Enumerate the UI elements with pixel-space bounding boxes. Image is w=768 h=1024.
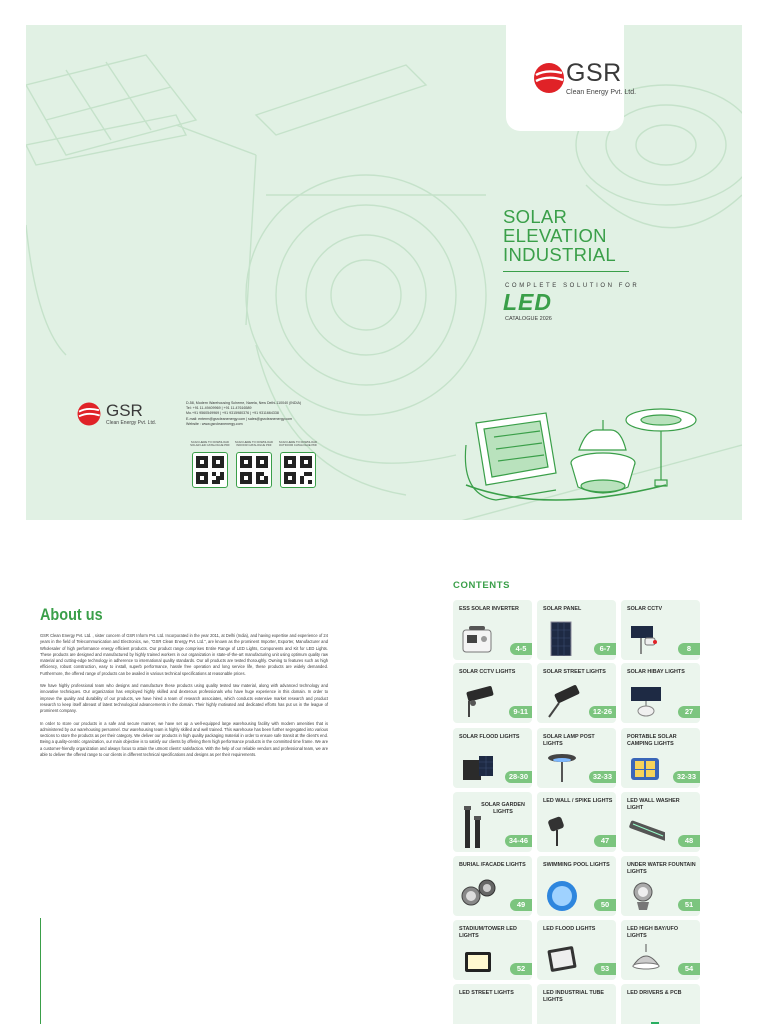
contents-item-pages: 12-26 xyxy=(589,706,616,718)
power-station-icon xyxy=(459,620,497,656)
contact-phone: Tel: +91 11-49409969 | +91 11-47616589 xyxy=(186,406,252,411)
catalogue-year: CATALOGUE 2026 xyxy=(505,316,552,322)
brand-subtitle: Clean Energy Pvt. Ltd. xyxy=(566,89,637,96)
contents-item-label: SOLAR LAMP POST LIGHTS xyxy=(543,734,595,747)
contents-item[interactable] xyxy=(621,984,700,1024)
led-wordmark: LED xyxy=(503,289,552,315)
wall-washer-icon xyxy=(627,812,665,848)
spike-light-icon xyxy=(543,812,581,848)
garden-light-icon xyxy=(463,804,501,848)
qr-indoor-catalogue[interactable] xyxy=(234,441,274,488)
about-paragraph-1: GSR Clean Energy Pvt. Ltd. , sister concern of GSR Inform Pvt. Ltd. Incorporated in the year 2011, at Delhi (India), and having expertise and experience of 24 years in the field of Telecommunication and Electronics, we, "GSR Clean Energy Pvt. Ltd.", are known as the prominent Importer, Exporter, Manufacturer and Wholesaler of high performance energy efficient products. Our product range comprises Entire Range of LED Lights, Components and Kit for LED Lights. These products are designed and manufactured by highly trained workers in our organization in state-of-the-art manufacturing unit using optimum quality raw material and cutting-edge technology in adherence to international quality standards. Our all products are tested thoroughly. Owning to features such as high efficiency, robust construction, easy to install, superb performance, hassle free operation and long service life, these products are widely demanded. Furthermore, the offered range of products can be availed in various technical specifications at reasonable prices. xyxy=(40,633,328,676)
contents-item-pages: 32-33 xyxy=(673,771,700,783)
contents-item-label: SOLAR GARDEN LIGHTS xyxy=(481,802,525,815)
contents-item[interactable] xyxy=(621,728,700,788)
qr-caption: SCAN HERE TO DOWNLOAD xyxy=(190,440,230,444)
contents-item-pages: 8 xyxy=(678,643,700,655)
contents-item-label: SOLAR CCTV LIGHTS xyxy=(459,669,516,675)
led-street-icon xyxy=(459,1004,497,1024)
contents-item[interactable] xyxy=(537,984,616,1024)
contents-item-pages: 52 xyxy=(510,963,532,975)
contents-item-pages: 6-7 xyxy=(594,643,616,655)
contents-item-pages: 27 xyxy=(678,706,700,718)
contents-item-label: LED DRIVERS & PCB xyxy=(627,990,682,996)
qr-code-icon xyxy=(192,452,228,488)
contents-item-label: SOLAR CCTV xyxy=(627,606,663,612)
contents-item-label: PORTABLE SOLAR CAMPING LIGHTS xyxy=(627,734,677,747)
contents-item-pages: 28-30 xyxy=(505,771,532,783)
contents-item-pages: 47 xyxy=(594,835,616,847)
title-line-2: ELEVATION xyxy=(503,225,607,246)
contents-item-pages: 54 xyxy=(678,963,700,975)
contents-item[interactable] xyxy=(537,920,616,980)
driver-icon xyxy=(627,1004,665,1024)
contents-item[interactable] xyxy=(453,984,532,1024)
ufo-light-icon xyxy=(627,940,665,976)
contact-address: D-58, Modern Warehousing Scheme, Narela, New Delhi-110040 (INDIA) xyxy=(186,401,302,405)
hibay-icon xyxy=(627,683,665,719)
contents-item[interactable] xyxy=(537,856,616,916)
contents-item-label: SOLAR FLOOD LIGHTS xyxy=(459,734,520,740)
qr-caption: OUTDOOR CATALOGUE PDF xyxy=(278,443,318,448)
fountain-light-icon xyxy=(627,876,665,912)
contact-email: E-mail: enterm@gsrcleanenergy.com | sales@gsrcleanenergy.com xyxy=(186,416,293,421)
contents-item-label: ESS SOLAR INVERTER xyxy=(459,606,519,612)
contents-item-label: LED FLOOD LIGHTS xyxy=(543,926,596,932)
contents-item[interactable] xyxy=(453,728,532,788)
cover-title xyxy=(503,207,663,264)
about-paragraph-3: In order to store our products in a safe and secure manner, we have set up a well-equipped large warehousing facility with modern amenities that is administered by our warehousing personnel. Our warehousing team is highly skilled and well trained. This warehouse has been further segregated into various sections to store the products as per their category. We deliver our products in high quality packaging material in order to ensure safe transit at the client's end. Being a quality-centric organization, our main objective is to satisfy our clients by offering them high performance products in the committed time frame. We are a customer-friendly organization and always focus to attain the utmost clients' satisfaction. With the help of our reliable vendors and professional team, we are able to deliver the offered range to our clients in different technical specifications and designs as per their requirements. xyxy=(40,720,328,758)
contents-heading: CONTENTS xyxy=(453,580,511,591)
contents-item[interactable] xyxy=(537,663,616,723)
contents-item-label: LED WALL WASHER LIGHT xyxy=(627,798,680,811)
tagline: COMPLETE SOLUTION FOR xyxy=(505,283,640,289)
solar-panel-icon xyxy=(543,620,581,656)
title-line-3: INDUSTRIAL xyxy=(503,244,616,265)
led-flood-icon xyxy=(543,940,581,976)
flood-light-icon xyxy=(459,748,497,784)
contents-item-label: BURIAL /FACADE LIGHTS xyxy=(459,862,526,868)
contents-item[interactable] xyxy=(453,792,532,852)
lamp-post-icon xyxy=(543,748,581,784)
contact-brand-subtitle: Clean Energy Pvt. Ltd. xyxy=(106,420,157,426)
contents-item[interactable] xyxy=(453,600,532,660)
qr-code-icon xyxy=(280,452,316,488)
contents-item[interactable] xyxy=(537,728,616,788)
qr-solar-catalogue[interactable] xyxy=(190,441,230,488)
contents-item-label: LED INDUSTRIAL TUBE LIGHTS xyxy=(543,990,604,1003)
street-light-icon xyxy=(543,683,581,719)
brand-logo-card xyxy=(506,25,637,131)
contents-item[interactable] xyxy=(621,792,700,852)
contents-item-pages: 34-46 xyxy=(505,835,532,847)
stadium-light-icon xyxy=(459,940,497,976)
qr-caption: SOLAR LED CATALOGUE PDF xyxy=(190,443,230,448)
contents-item-label: SWIMMING POOL LIGHTS xyxy=(543,862,610,868)
title-line-1: SOLAR xyxy=(503,206,568,227)
contents-item-pages: 48 xyxy=(678,835,700,847)
camping-light-icon xyxy=(627,748,665,784)
cctv-light-icon xyxy=(459,683,497,719)
contact-details xyxy=(186,401,346,427)
contents-item[interactable] xyxy=(621,663,700,723)
title-divider xyxy=(503,271,629,272)
contents-item-label: SOLAR STREET LIGHTS xyxy=(543,669,606,675)
contents-item[interactable] xyxy=(453,920,532,980)
contents-item[interactable] xyxy=(621,920,700,980)
contact-brand-name: GSR xyxy=(106,401,143,420)
contents-item[interactable] xyxy=(453,663,532,723)
contents-item-pages: 49 xyxy=(510,899,532,911)
contents-item-label: SOLAR HIBAY LIGHTS xyxy=(627,669,685,675)
contents-item-label: LED HIGH BAY/UFO LIGHTS xyxy=(627,926,679,939)
contents-item-label: UNDER WATER FOUNTAIN LIGHTS xyxy=(627,862,696,875)
about-heading: About us xyxy=(40,605,103,624)
contents-item[interactable] xyxy=(621,600,700,660)
contact-website: Website : www.gsrcleanenergy.com xyxy=(186,421,243,426)
contents-item[interactable] xyxy=(621,856,700,916)
about-paragraph-2: We have highly professional team who designs and manufacture these products using quality tested raw material, along with advanced technology and innovative techniques. Our organization has employed highly skilled and dexterous professionals who have huge experience in this domain. In order to improve the quality and durability of our products, we have hired a team of research associates, which conducts extensive market research and product research to keep itself abreast of latest technological advancements in the domain. Their highly motivated and dedicated efforts has put us in the league of prominent company. xyxy=(40,683,328,714)
contents-item-pages: 9-11 xyxy=(509,706,532,718)
about-divider xyxy=(40,918,41,1024)
brand-name: GSR xyxy=(566,59,622,87)
gsr-logo-icon xyxy=(532,61,566,95)
contents-item-pages: 50 xyxy=(594,899,616,911)
contact-mobile: Mo.+91 9560549969 | +91 9315980376 | +91 9311664338 xyxy=(186,411,279,416)
contents-item[interactable] xyxy=(537,600,616,660)
qr-caption: SCAN HERE TO DOWNLOAD xyxy=(278,440,318,444)
contents-item-label: SOLAR PANEL xyxy=(543,606,582,612)
contents-item-label: STADIUM/TOWER LED LIGHTS xyxy=(459,926,517,939)
contents-item-pages: 51 xyxy=(678,899,700,911)
qr-caption: INDOOR CATALOGUE PDF xyxy=(236,443,272,448)
qr-code-icon xyxy=(236,452,272,488)
product-line-art xyxy=(26,25,742,520)
cctv-icon xyxy=(627,620,665,656)
contents-item-pages: 4-5 xyxy=(510,643,532,655)
contents-item[interactable] xyxy=(453,856,532,916)
qr-outdoor-catalogue[interactable] xyxy=(278,441,318,488)
tube-light-icon xyxy=(543,1004,581,1024)
contents-item-label: LED STREET LIGHTS xyxy=(459,990,514,996)
about-text xyxy=(40,633,328,764)
burial-light-icon xyxy=(459,876,497,912)
gsr-logo-small-icon xyxy=(76,401,102,427)
contents-item-pages: 32-33 xyxy=(589,771,616,783)
cover-panel xyxy=(26,25,742,520)
contents-item-label: LED WALL / SPIKE LIGHTS xyxy=(543,798,613,804)
contents-item-pages: 53 xyxy=(594,963,616,975)
contents-item[interactable] xyxy=(537,792,616,852)
qr-caption: SCAN HERE TO DOWNLOAD xyxy=(234,440,274,444)
pool-light-icon xyxy=(543,876,581,912)
